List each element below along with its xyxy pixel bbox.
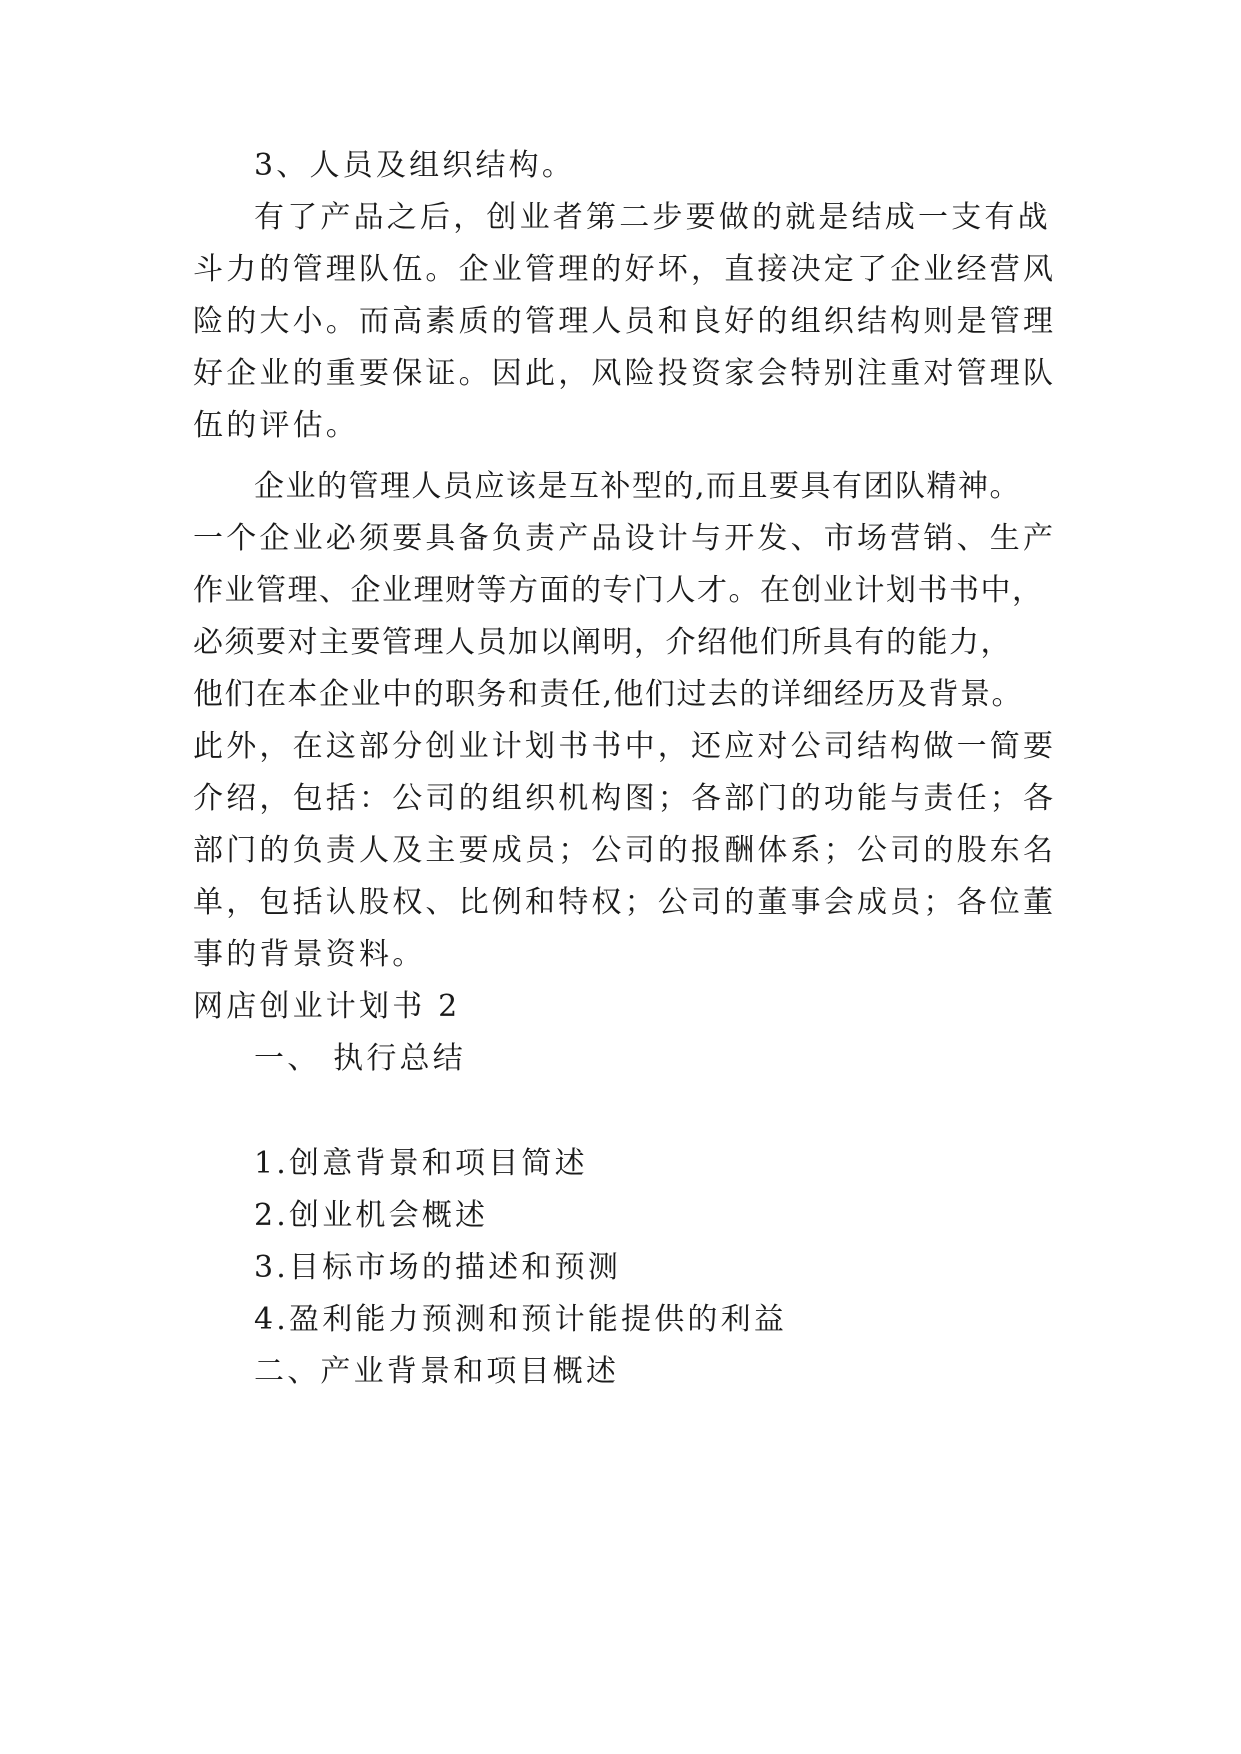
paragraph-line: 他们在本企业中的职务和责任,他们过去的详细经历及背景。 <box>193 677 1024 712</box>
paragraph-line: 险的大小。而高素质的管理人员和良好的组织结构则是管理 <box>193 304 1057 339</box>
paragraph-line: 作业管理、企业理财等方面的专门人才。在创业计划书书中， <box>193 573 1044 608</box>
paragraph-line: 此外，在这部分创业计划书书中，还应对公司结构做一简要 <box>193 729 1057 764</box>
paragraph-line: 介绍，包括：公司的组织机构图；各部门的功能与责任；各 <box>193 781 1057 816</box>
paragraph-line: 企业的管理人员应该是互补型的,而且要具有团队精神。 <box>254 469 1022 504</box>
paragraph-line: 好企业的重要保证。因此，风险投资家会特别注重对管理队 <box>193 356 1057 391</box>
paragraph-line: 部门的负责人及主要成员；公司的报酬体系；公司的股东名 <box>193 833 1057 868</box>
paragraph-line: 伍的评估。 <box>193 408 359 443</box>
section-heading-personnel: 3、人员及组织结构。 <box>254 148 576 183</box>
document-title: 网店创业计划书 2 <box>193 989 461 1024</box>
paragraph-line: 斗力的管理队伍。企业管理的好坏，直接决定了企业经营风 <box>193 252 1057 287</box>
list-item: 1.创意背景和项目简述 <box>254 1146 588 1181</box>
section-heading-executive-summary: 一、 执行总结 <box>254 1041 466 1076</box>
paragraph-line: 事的背景资料。 <box>193 937 426 972</box>
section-heading-industry-background: 二、产业背景和项目概述 <box>254 1354 620 1389</box>
list-item: 2.创业机会概述 <box>254 1198 489 1233</box>
paragraph-line: 有了产品之后，创业者第二步要做的就是结成一支有战 <box>254 200 1051 235</box>
list-item: 3.目标市场的描述和预测 <box>254 1250 622 1285</box>
paragraph-line: 一个企业必须要具备负责产品设计与开发、市场营销、生产 <box>193 521 1057 556</box>
list-item: 4.盈利能力预测和预计能提供的利益 <box>254 1302 788 1337</box>
paragraph-line: 单，包括认股权、比例和特权；公司的董事会成员；各位董 <box>193 885 1057 920</box>
paragraph-line: 必须要对主要管理人员加以阐明，介绍他们所具有的能力， <box>193 625 1012 660</box>
